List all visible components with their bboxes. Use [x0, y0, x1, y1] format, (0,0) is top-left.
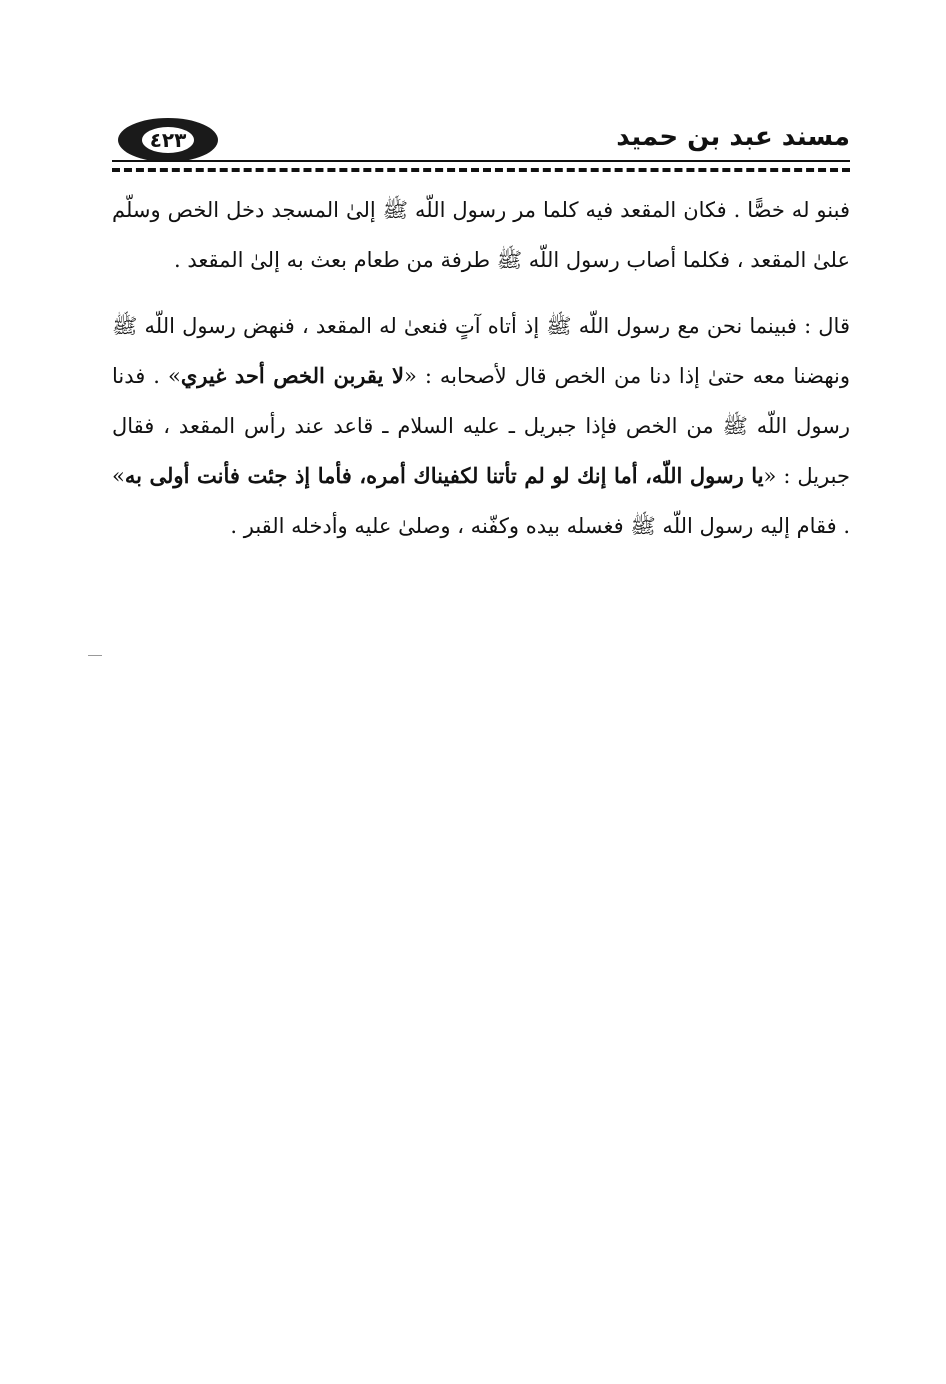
page-header [112, 112, 850, 174]
page-body [112, 185, 850, 567]
paragraph-2 [112, 301, 850, 551]
paragraph-1: فبنو له خصًّا . فكان المقعد فيه كلما مر رسول اللّه ﷺ إلىٰ المسجد دخل الخص وسلّم علىٰ المقعد ، فكلما أصاب رسول اللّه ﷺ طرفة من طعام بعث به إلىٰ المقعد . [112, 198, 850, 272]
paragraph-2-text-3: » . فقام إليه رسول اللّه ﷺ فغسله بيده وكفّنه ، وصلىٰ عليه وأدخله القبر . [112, 464, 850, 538]
margin-mark [88, 655, 102, 656]
prophet-quote: لا يقربن الخص أحد غيري [180, 363, 404, 388]
running-title: مسند عبد بن حميد [616, 122, 850, 152]
header-rule-dashed [112, 168, 850, 172]
paragraph-2-text-1: قال : فبينما نحن مع رسول اللّه ﷺ إذ أتاه آتٍ فنعىٰ له المقعد ، فنهض رسول اللّه ﷺ ونهضنا معه حتىٰ إذا دنا من الخص قال لأصحابه : « [112, 314, 850, 388]
paragraph-2-text-2: » . فدنا رسول اللّه ﷺ من الخص فإذا جبريل ـ عليه السلام ـ قاعد عند رأس المقعد ، فقال جبريل : « [112, 364, 850, 488]
page-number: ٤٢٣ [142, 127, 194, 153]
page-number-badge [120, 120, 216, 160]
header-rule-solid [112, 160, 850, 162]
jibril-quote: يا رسول اللّه، أما إنك لو لم تأتنا لكفيناك أمره، فأما إذ جئت فأنت أولى به [124, 463, 764, 488]
